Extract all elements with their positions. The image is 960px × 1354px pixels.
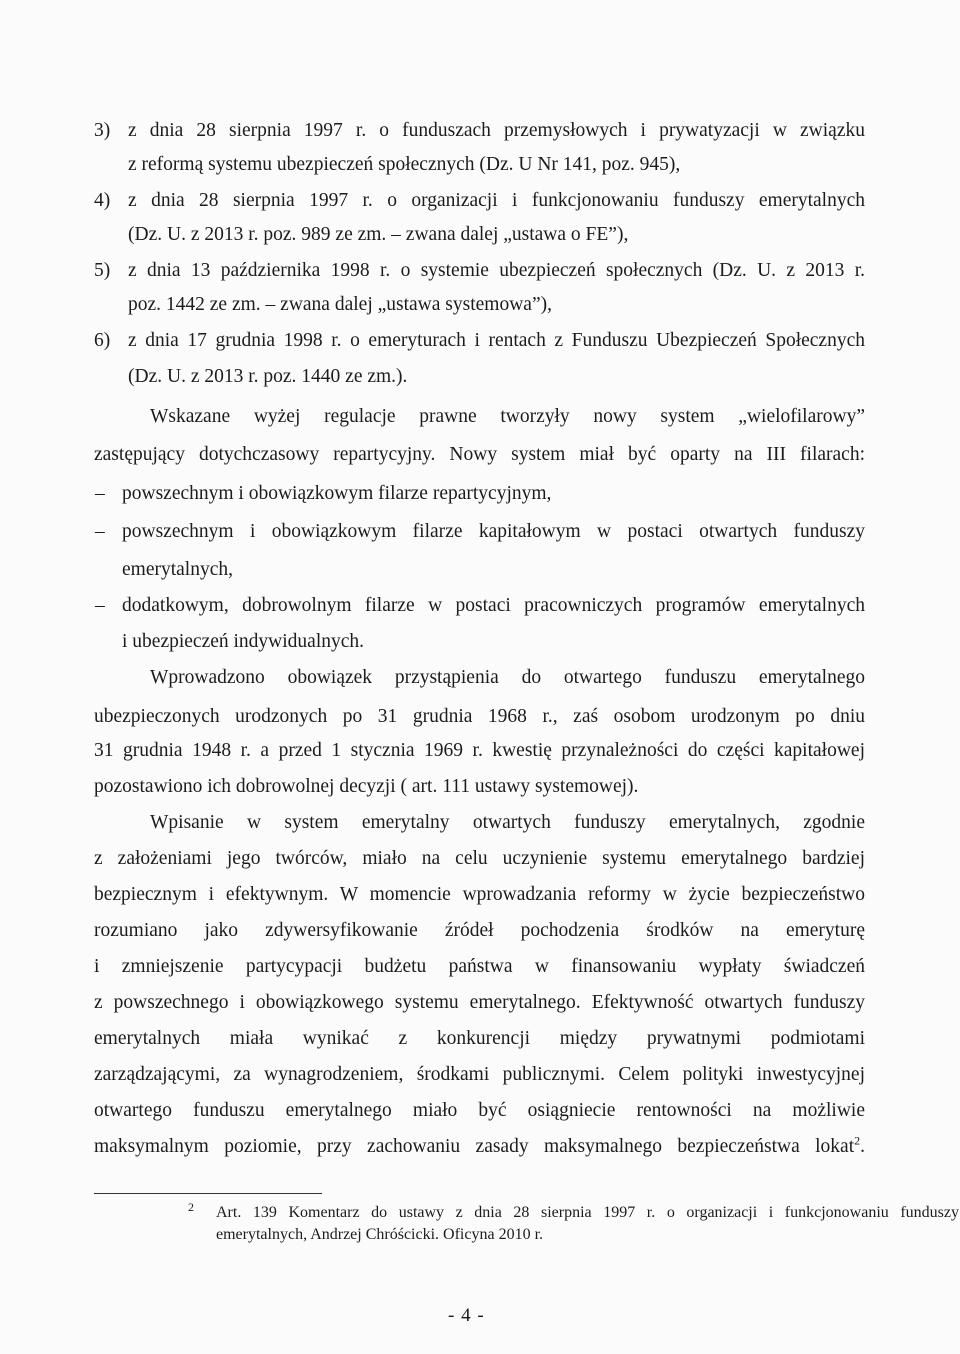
item-number: 6) xyxy=(94,330,111,351)
item-number: 4) xyxy=(94,190,111,211)
paragraph-text: maksymalnym poziomie, przy zachowaniu zasady maksymalnego bezpieczeństwa lokat xyxy=(94,1136,855,1157)
item-text: z reformą systemu ubezpieczeń społecznych (Dz. U Nr 141, poz. 945), xyxy=(128,154,681,175)
bullet-text: dodatkowym, dobrowolnym filarze w postaci pracowniczych programów emerytalnych xyxy=(122,595,865,616)
paragraph-text: otwartego funduszu emerytalnego miało być osiągniecie rentowności na możliwie xyxy=(94,1100,865,1121)
paragraph-text: bezpiecznym i efektywnym. W momencie wprowadzania reformy w życie bezpieczeństwo xyxy=(94,884,865,905)
footnote-mark: 2 xyxy=(188,1200,194,1214)
item-number: 5) xyxy=(94,260,111,281)
item-text: z dnia 13 października 1998 r. o systemie ubezpieczeń społecznych (Dz. U. z 2013 r. xyxy=(128,260,865,281)
item-text: z dnia 28 sierpnia 1997 r. o funduszach przemysłowych i prywatyzacji w związku xyxy=(128,120,865,141)
bullet-text: emerytalnych, xyxy=(122,559,233,580)
paragraph-text: z powszechnego i obowiązkowego systemu emerytalnego. Efektywność otwartych funduszy xyxy=(94,992,865,1013)
paragraph-text: emerytalnych miała wynikać z konkurencji między prywatnymi podmiotami xyxy=(94,1028,865,1049)
item-text: poz. 1442 ze zm. – zwana dalej „ustawa systemowa”), xyxy=(128,294,552,315)
footnote-text: Art. 139 Komentarz do ustawy z dnia 28 sierpnia 1997 r. o organizacji i funkcjonowaniu funduszy xyxy=(216,1204,959,1221)
paragraph-text: rozumiano jako zdywersyfikowanie źródeł pochodzenia środków na emeryturę xyxy=(94,920,865,941)
paragraph-text: 31 grudnia 1948 r. a przed 1 stycznia 1969 r. kwestię przynależności do części kapitałowej xyxy=(94,740,865,761)
paragraph-text: Wprowadzono obowiązek przystąpienia do otwartego funduszu emerytalnego xyxy=(150,667,865,688)
item-text: (Dz. U. z 2013 r. poz. 989 ze zm. – zwana dalej „ustawa o FE”), xyxy=(128,224,629,245)
page-number: - 4 - xyxy=(448,1305,485,1326)
paragraph-last-line xyxy=(94,1134,865,1160)
dash-bullet: – xyxy=(95,483,105,504)
bullet-text: powszechnym i obowiązkowym filarze repartycyjnym, xyxy=(122,483,552,504)
item-text: z dnia 17 grudnia 1998 r. o emeryturach i rentach z Funduszu Ubezpieczeń Społecznych xyxy=(128,330,865,351)
dash-bullet: – xyxy=(95,595,105,616)
paragraph-text: z założeniami jego twórców, miało na celu uczynienie systemu emerytalnego bardziej xyxy=(94,848,865,869)
paragraph-text: Wskazane wyżej regulacje prawne tworzyły nowy system „wielofilarowy” xyxy=(150,406,865,427)
footnote-text: emerytalnych, Andrzej Chróścicki. Oficyna 2010 r. xyxy=(216,1226,544,1243)
paragraph-text: zarządzającymi, za wynagrodzeniem, środkami publicznymi. Celem polityki inwestycyjnej xyxy=(94,1064,865,1085)
bullet-text: i ubezpieczeń indywidualnych. xyxy=(122,631,365,652)
paragraph-text: zastępujący dotychczasowy repartycyjny. Nowy system miał być oparty na III filarach: xyxy=(94,444,865,465)
paragraph-text: pozostawiono ich dobrowolnej decyzji ( art. 111 ustawy systemowej). xyxy=(94,776,639,797)
footnote-separator xyxy=(94,1193,322,1194)
paragraph-text: Wpisanie w system emerytalny otwartych funduszy emerytalnych, zgodnie xyxy=(150,812,865,833)
paragraph-end-punctuation: . xyxy=(860,1136,865,1157)
item-number: 3) xyxy=(94,120,111,141)
item-text: z dnia 28 sierpnia 1997 r. o organizacji i funkcjonowaniu funduszy emerytalnych xyxy=(128,190,865,211)
paragraph-text: i zmniejszenie partycypacji budżetu państwa w finansowaniu wypłaty świadczeń xyxy=(94,956,865,977)
item-text: (Dz. U. z 2013 r. poz. 1440 ze zm.). xyxy=(128,366,408,387)
paragraph-text: ubezpieczonych urodzonych po 31 grudnia 1968 r., zaś osobom urodzonym po dniu xyxy=(94,706,865,727)
footnote-reference[interactable]: 2 xyxy=(854,1133,861,1148)
dash-bullet: – xyxy=(95,521,105,542)
bullet-text: powszechnym i obowiązkowym filarze kapitałowym w postaci otwartych funduszy xyxy=(122,521,865,542)
